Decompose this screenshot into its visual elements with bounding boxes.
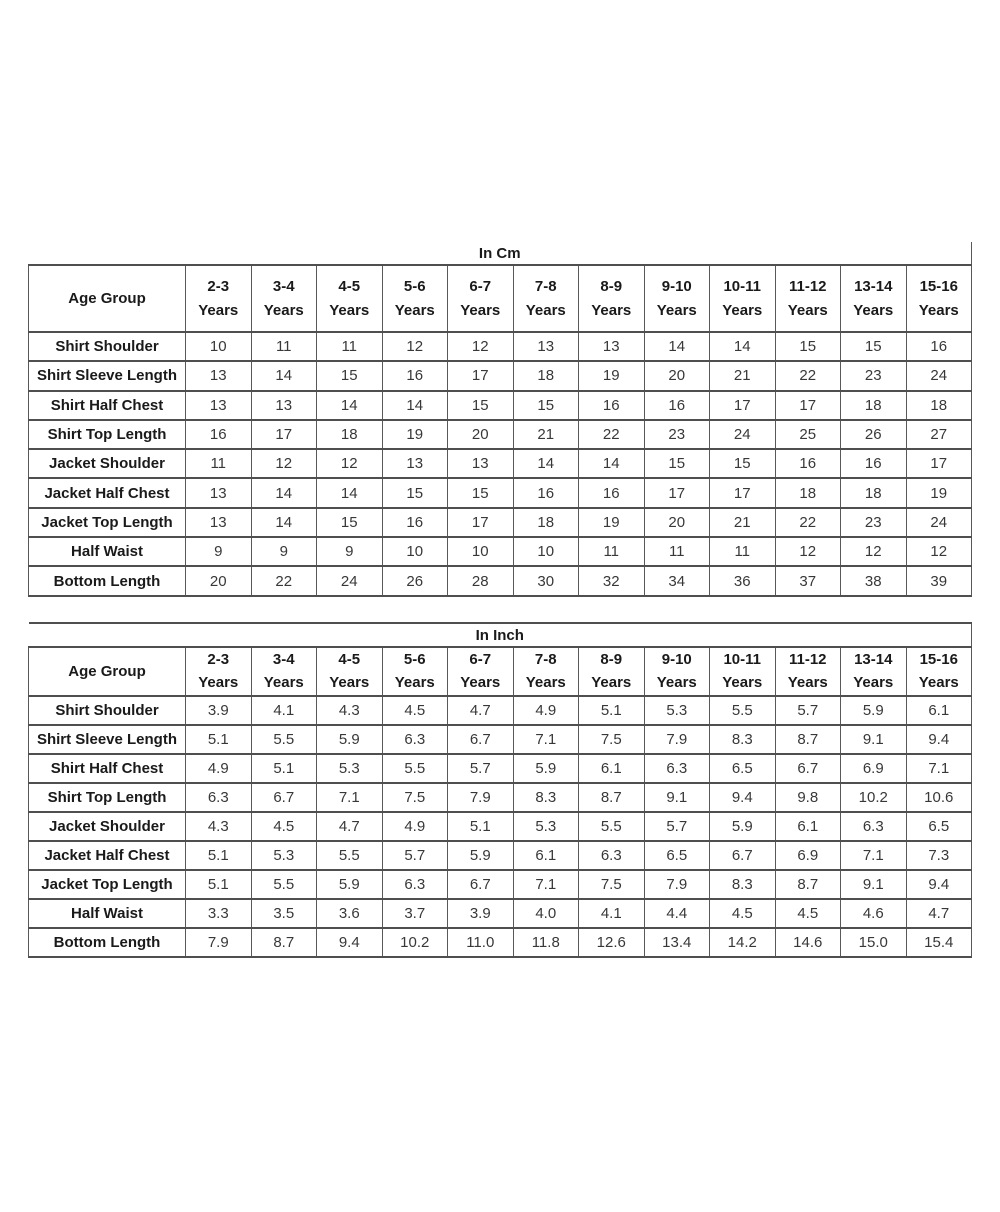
- value-cell: 5.5: [382, 754, 448, 783]
- value-cell: 9: [251, 537, 317, 566]
- value-cell: 5.3: [513, 812, 579, 841]
- value-cell: 13: [251, 391, 317, 420]
- value-cell: 17: [251, 420, 317, 449]
- value-cell: 4.5: [251, 812, 317, 841]
- value-cell: 27: [906, 420, 972, 449]
- value-cell: 10: [448, 537, 514, 566]
- value-cell: 18: [906, 391, 972, 420]
- value-cell: 39: [906, 566, 972, 595]
- value-cell: 15: [775, 332, 841, 361]
- value-cell: 16: [775, 449, 841, 478]
- value-cell: 30: [513, 566, 579, 595]
- table-row: [29, 566, 972, 595]
- value-cell: 4.9: [513, 696, 579, 725]
- value-cell: 3.9: [186, 696, 252, 725]
- header-row: [29, 265, 972, 332]
- value-cell: 17: [710, 391, 776, 420]
- value-cell: 7.1: [513, 725, 579, 754]
- value-cell: 5.7: [775, 696, 841, 725]
- value-cell: 19: [906, 478, 972, 507]
- value-cell: 6.3: [841, 812, 907, 841]
- column-header: 10-11 Years: [710, 647, 776, 696]
- row-label: Half Waist: [29, 899, 186, 928]
- value-cell: 21: [710, 508, 776, 537]
- value-cell: 14: [644, 332, 710, 361]
- column-header: 13-14 Years: [841, 647, 907, 696]
- row-label: Shirt Top Length: [29, 420, 186, 449]
- value-cell: 16: [579, 478, 645, 507]
- value-cell: 26: [382, 566, 448, 595]
- column-header: 4-5 Years: [317, 647, 383, 696]
- row-label: Bottom Length: [29, 566, 186, 595]
- value-cell: 7.9: [644, 725, 710, 754]
- value-cell: 11: [710, 537, 776, 566]
- age-group-header: Age Group: [29, 265, 186, 332]
- column-header: 11-12 Years: [775, 647, 841, 696]
- value-cell: 4.5: [710, 899, 776, 928]
- row-label: Jacket Half Chest: [29, 841, 186, 870]
- value-cell: 5.9: [317, 870, 383, 899]
- value-cell: 20: [644, 361, 710, 390]
- value-cell: 17: [775, 391, 841, 420]
- value-cell: 22: [775, 508, 841, 537]
- value-cell: 15.0: [841, 928, 907, 957]
- value-cell: 37: [775, 566, 841, 595]
- column-header: 7-8 Years: [513, 265, 579, 332]
- value-cell: 11.0: [448, 928, 514, 957]
- value-cell: 7.1: [317, 783, 383, 812]
- value-cell: 5.9: [841, 696, 907, 725]
- value-cell: 14: [579, 449, 645, 478]
- value-cell: 6.1: [775, 812, 841, 841]
- row-label: Shirt Shoulder: [29, 332, 186, 361]
- row-label: Jacket Top Length: [29, 870, 186, 899]
- value-cell: 17: [710, 478, 776, 507]
- value-cell: 17: [448, 508, 514, 537]
- value-cell: 10.2: [841, 783, 907, 812]
- value-cell: 6.3: [382, 725, 448, 754]
- value-cell: 13: [186, 361, 252, 390]
- value-cell: 6.7: [710, 841, 776, 870]
- value-cell: 22: [775, 361, 841, 390]
- value-cell: 3.5: [251, 899, 317, 928]
- value-cell: 5.1: [186, 725, 252, 754]
- column-header: 11-12 Years: [775, 265, 841, 332]
- row-label: Shirt Half Chest: [29, 754, 186, 783]
- column-header: 10-11 Years: [710, 265, 776, 332]
- value-cell: 15: [317, 508, 383, 537]
- value-cell: 6.9: [775, 841, 841, 870]
- value-cell: 34: [644, 566, 710, 595]
- value-cell: 5.3: [251, 841, 317, 870]
- value-cell: 7.5: [579, 725, 645, 754]
- value-cell: 23: [841, 508, 907, 537]
- value-cell: 23: [841, 361, 907, 390]
- value-cell: 14: [382, 391, 448, 420]
- value-cell: 14: [710, 332, 776, 361]
- table-row: [29, 725, 972, 754]
- value-cell: 6.3: [579, 841, 645, 870]
- value-cell: 5.5: [579, 812, 645, 841]
- value-cell: 16: [579, 391, 645, 420]
- value-cell: 6.5: [906, 812, 972, 841]
- value-cell: 9.1: [644, 783, 710, 812]
- value-cell: 28: [448, 566, 514, 595]
- value-cell: 10.6: [906, 783, 972, 812]
- table-row: [29, 696, 972, 725]
- value-cell: 14: [251, 361, 317, 390]
- value-cell: 17: [644, 478, 710, 507]
- table-row: [29, 928, 972, 957]
- table-row: [29, 508, 972, 537]
- inch-table-body: [29, 623, 972, 957]
- value-cell: 9.8: [775, 783, 841, 812]
- value-cell: 6.1: [513, 841, 579, 870]
- value-cell: 12: [317, 449, 383, 478]
- value-cell: 11: [644, 537, 710, 566]
- value-cell: 10: [382, 537, 448, 566]
- value-cell: 11: [186, 449, 252, 478]
- table-row: [29, 870, 972, 899]
- value-cell: 6.9: [841, 754, 907, 783]
- value-cell: 13: [186, 478, 252, 507]
- value-cell: 14: [513, 449, 579, 478]
- value-cell: 13: [186, 508, 252, 537]
- table-row: [29, 332, 972, 361]
- row-label: Bottom Length: [29, 928, 186, 957]
- row-label: Shirt Sleeve Length: [29, 361, 186, 390]
- column-header: 3-4 Years: [251, 647, 317, 696]
- value-cell: 16: [644, 391, 710, 420]
- table-title-in-inch: In Inch: [29, 623, 972, 647]
- value-cell: 5.9: [317, 725, 383, 754]
- value-cell: 4.1: [251, 696, 317, 725]
- value-cell: 23: [644, 420, 710, 449]
- value-cell: 5.9: [513, 754, 579, 783]
- row-label: Half Waist: [29, 537, 186, 566]
- value-cell: 7.1: [906, 754, 972, 783]
- value-cell: 12: [775, 537, 841, 566]
- value-cell: 15: [841, 332, 907, 361]
- value-cell: 9.1: [841, 725, 907, 754]
- value-cell: 7.5: [382, 783, 448, 812]
- value-cell: 12: [382, 332, 448, 361]
- value-cell: 12: [448, 332, 514, 361]
- column-header: 5-6 Years: [382, 265, 448, 332]
- value-cell: 4.7: [448, 696, 514, 725]
- value-cell: 3.6: [317, 899, 383, 928]
- value-cell: 9.4: [317, 928, 383, 957]
- value-cell: 17: [906, 449, 972, 478]
- value-cell: 19: [579, 508, 645, 537]
- value-cell: 5.3: [317, 754, 383, 783]
- value-cell: 32: [579, 566, 645, 595]
- value-cell: 9.4: [906, 725, 972, 754]
- table-row: [29, 783, 972, 812]
- row-label: Jacket Half Chest: [29, 478, 186, 507]
- row-label: Shirt Shoulder: [29, 696, 186, 725]
- value-cell: 24: [906, 361, 972, 390]
- value-cell: 14: [251, 478, 317, 507]
- column-header: 13-14 Years: [841, 265, 907, 332]
- value-cell: 15: [710, 449, 776, 478]
- value-cell: 16: [186, 420, 252, 449]
- value-cell: 5.1: [579, 696, 645, 725]
- value-cell: 14.2: [710, 928, 776, 957]
- row-label: Shirt Top Length: [29, 783, 186, 812]
- value-cell: 4.1: [579, 899, 645, 928]
- table-row: [29, 361, 972, 390]
- value-cell: 5.1: [186, 841, 252, 870]
- column-header: 6-7 Years: [448, 647, 514, 696]
- value-cell: 4.7: [317, 812, 383, 841]
- table-title-row: [29, 242, 972, 265]
- cm-size-table: [28, 242, 972, 597]
- value-cell: 4.9: [186, 754, 252, 783]
- column-header: 15-16 Years: [906, 647, 972, 696]
- value-cell: 7.9: [448, 783, 514, 812]
- value-cell: 20: [644, 508, 710, 537]
- value-cell: 6.7: [448, 870, 514, 899]
- value-cell: 4.5: [382, 696, 448, 725]
- table-row: [29, 841, 972, 870]
- value-cell: 21: [710, 361, 776, 390]
- value-cell: 11: [317, 332, 383, 361]
- value-cell: 6.7: [775, 754, 841, 783]
- value-cell: 7.3: [906, 841, 972, 870]
- value-cell: 18: [317, 420, 383, 449]
- value-cell: 14: [251, 508, 317, 537]
- value-cell: 6.3: [382, 870, 448, 899]
- value-cell: 5.7: [644, 812, 710, 841]
- value-cell: 5.1: [251, 754, 317, 783]
- value-cell: 8.3: [513, 783, 579, 812]
- value-cell: 4.3: [186, 812, 252, 841]
- value-cell: 9.4: [710, 783, 776, 812]
- value-cell: 13: [448, 449, 514, 478]
- value-cell: 12: [251, 449, 317, 478]
- value-cell: 8.7: [775, 725, 841, 754]
- value-cell: 8.7: [579, 783, 645, 812]
- value-cell: 5.1: [448, 812, 514, 841]
- value-cell: 5.5: [317, 841, 383, 870]
- value-cell: 12.6: [579, 928, 645, 957]
- value-cell: 7.9: [186, 928, 252, 957]
- value-cell: 36: [710, 566, 776, 595]
- value-cell: 16: [513, 478, 579, 507]
- value-cell: 9.1: [841, 870, 907, 899]
- value-cell: 7.1: [841, 841, 907, 870]
- column-header: 7-8 Years: [513, 647, 579, 696]
- column-header: 15-16 Years: [906, 265, 972, 332]
- value-cell: 6.5: [644, 841, 710, 870]
- value-cell: 10: [186, 332, 252, 361]
- value-cell: 6.3: [186, 783, 252, 812]
- value-cell: 19: [579, 361, 645, 390]
- value-cell: 4.5: [775, 899, 841, 928]
- table-row: [29, 812, 972, 841]
- value-cell: 26: [841, 420, 907, 449]
- table-row: [29, 899, 972, 928]
- value-cell: 18: [775, 478, 841, 507]
- row-label: Shirt Half Chest: [29, 391, 186, 420]
- value-cell: 14: [317, 391, 383, 420]
- value-cell: 5.9: [448, 841, 514, 870]
- value-cell: 7.9: [644, 870, 710, 899]
- age-group-header: Age Group: [29, 647, 186, 696]
- value-cell: 6.5: [710, 754, 776, 783]
- value-cell: 16: [906, 332, 972, 361]
- column-header: 9-10 Years: [644, 647, 710, 696]
- value-cell: 5.7: [448, 754, 514, 783]
- row-label: Jacket Shoulder: [29, 812, 186, 841]
- table-row: [29, 449, 972, 478]
- value-cell: 5.7: [382, 841, 448, 870]
- value-cell: 5.9: [710, 812, 776, 841]
- value-cell: 5.1: [186, 870, 252, 899]
- value-cell: 15: [317, 361, 383, 390]
- value-cell: 7.1: [513, 870, 579, 899]
- value-cell: 25: [775, 420, 841, 449]
- column-header: 2-3 Years: [186, 647, 252, 696]
- value-cell: 4.9: [382, 812, 448, 841]
- value-cell: 5.5: [251, 725, 317, 754]
- value-cell: 9: [317, 537, 383, 566]
- value-cell: 4.0: [513, 899, 579, 928]
- value-cell: 4.7: [906, 899, 972, 928]
- column-header: 3-4 Years: [251, 265, 317, 332]
- row-label: Jacket Shoulder: [29, 449, 186, 478]
- value-cell: 15: [644, 449, 710, 478]
- value-cell: 16: [382, 361, 448, 390]
- value-cell: 19: [382, 420, 448, 449]
- value-cell: 17: [448, 361, 514, 390]
- value-cell: 11: [579, 537, 645, 566]
- value-cell: 16: [841, 449, 907, 478]
- table-row: [29, 754, 972, 783]
- value-cell: 5.3: [644, 696, 710, 725]
- value-cell: 20: [448, 420, 514, 449]
- column-header: 8-9 Years: [579, 647, 645, 696]
- table-title-row: [29, 623, 972, 647]
- value-cell: 11: [251, 332, 317, 361]
- value-cell: 15: [513, 391, 579, 420]
- row-label: Jacket Top Length: [29, 508, 186, 537]
- value-cell: 22: [251, 566, 317, 595]
- column-header: 6-7 Years: [448, 265, 514, 332]
- value-cell: 18: [513, 361, 579, 390]
- value-cell: 8.7: [251, 928, 317, 957]
- value-cell: 6.1: [906, 696, 972, 725]
- value-cell: 10.2: [382, 928, 448, 957]
- column-header: 4-5 Years: [317, 265, 383, 332]
- value-cell: 15.4: [906, 928, 972, 957]
- value-cell: 15: [382, 478, 448, 507]
- value-cell: 24: [317, 566, 383, 595]
- value-cell: 24: [710, 420, 776, 449]
- value-cell: 12: [841, 537, 907, 566]
- cm-table-body: [29, 242, 972, 596]
- value-cell: 8.3: [710, 870, 776, 899]
- row-label: Shirt Sleeve Length: [29, 725, 186, 754]
- value-cell: 21: [513, 420, 579, 449]
- cm-table-section: [28, 242, 972, 597]
- value-cell: 8.7: [775, 870, 841, 899]
- value-cell: 4.4: [644, 899, 710, 928]
- column-header: 2-3 Years: [186, 265, 252, 332]
- value-cell: 13: [382, 449, 448, 478]
- value-cell: 13: [579, 332, 645, 361]
- inch-table-section: [28, 622, 972, 958]
- value-cell: 18: [513, 508, 579, 537]
- table-row: [29, 478, 972, 507]
- value-cell: 13.4: [644, 928, 710, 957]
- value-cell: 3.9: [448, 899, 514, 928]
- value-cell: 3.3: [186, 899, 252, 928]
- value-cell: 14: [317, 478, 383, 507]
- value-cell: 7.5: [579, 870, 645, 899]
- value-cell: 38: [841, 566, 907, 595]
- value-cell: 20: [186, 566, 252, 595]
- value-cell: 13: [513, 332, 579, 361]
- header-row: [29, 647, 972, 696]
- column-header: 9-10 Years: [644, 265, 710, 332]
- table-row: [29, 420, 972, 449]
- value-cell: 6.1: [579, 754, 645, 783]
- value-cell: 14.6: [775, 928, 841, 957]
- value-cell: 18: [841, 478, 907, 507]
- value-cell: 10: [513, 537, 579, 566]
- value-cell: 5.5: [710, 696, 776, 725]
- value-cell: 24: [906, 508, 972, 537]
- value-cell: 15: [448, 478, 514, 507]
- value-cell: 6.7: [448, 725, 514, 754]
- table-title-in-cm: In Cm: [29, 242, 972, 265]
- value-cell: 22: [579, 420, 645, 449]
- value-cell: 4.3: [317, 696, 383, 725]
- column-header: 8-9 Years: [579, 265, 645, 332]
- value-cell: 5.5: [251, 870, 317, 899]
- value-cell: 9.4: [906, 870, 972, 899]
- value-cell: 18: [841, 391, 907, 420]
- value-cell: 11.8: [513, 928, 579, 957]
- value-cell: 6.3: [644, 754, 710, 783]
- inch-size-table: [28, 622, 972, 958]
- value-cell: 4.6: [841, 899, 907, 928]
- value-cell: 12: [906, 537, 972, 566]
- table-row: [29, 391, 972, 420]
- column-header: 5-6 Years: [382, 647, 448, 696]
- table-row: [29, 537, 972, 566]
- value-cell: 16: [382, 508, 448, 537]
- value-cell: 13: [186, 391, 252, 420]
- value-cell: 6.7: [251, 783, 317, 812]
- value-cell: 3.7: [382, 899, 448, 928]
- value-cell: 9: [186, 537, 252, 566]
- value-cell: 15: [448, 391, 514, 420]
- value-cell: 8.3: [710, 725, 776, 754]
